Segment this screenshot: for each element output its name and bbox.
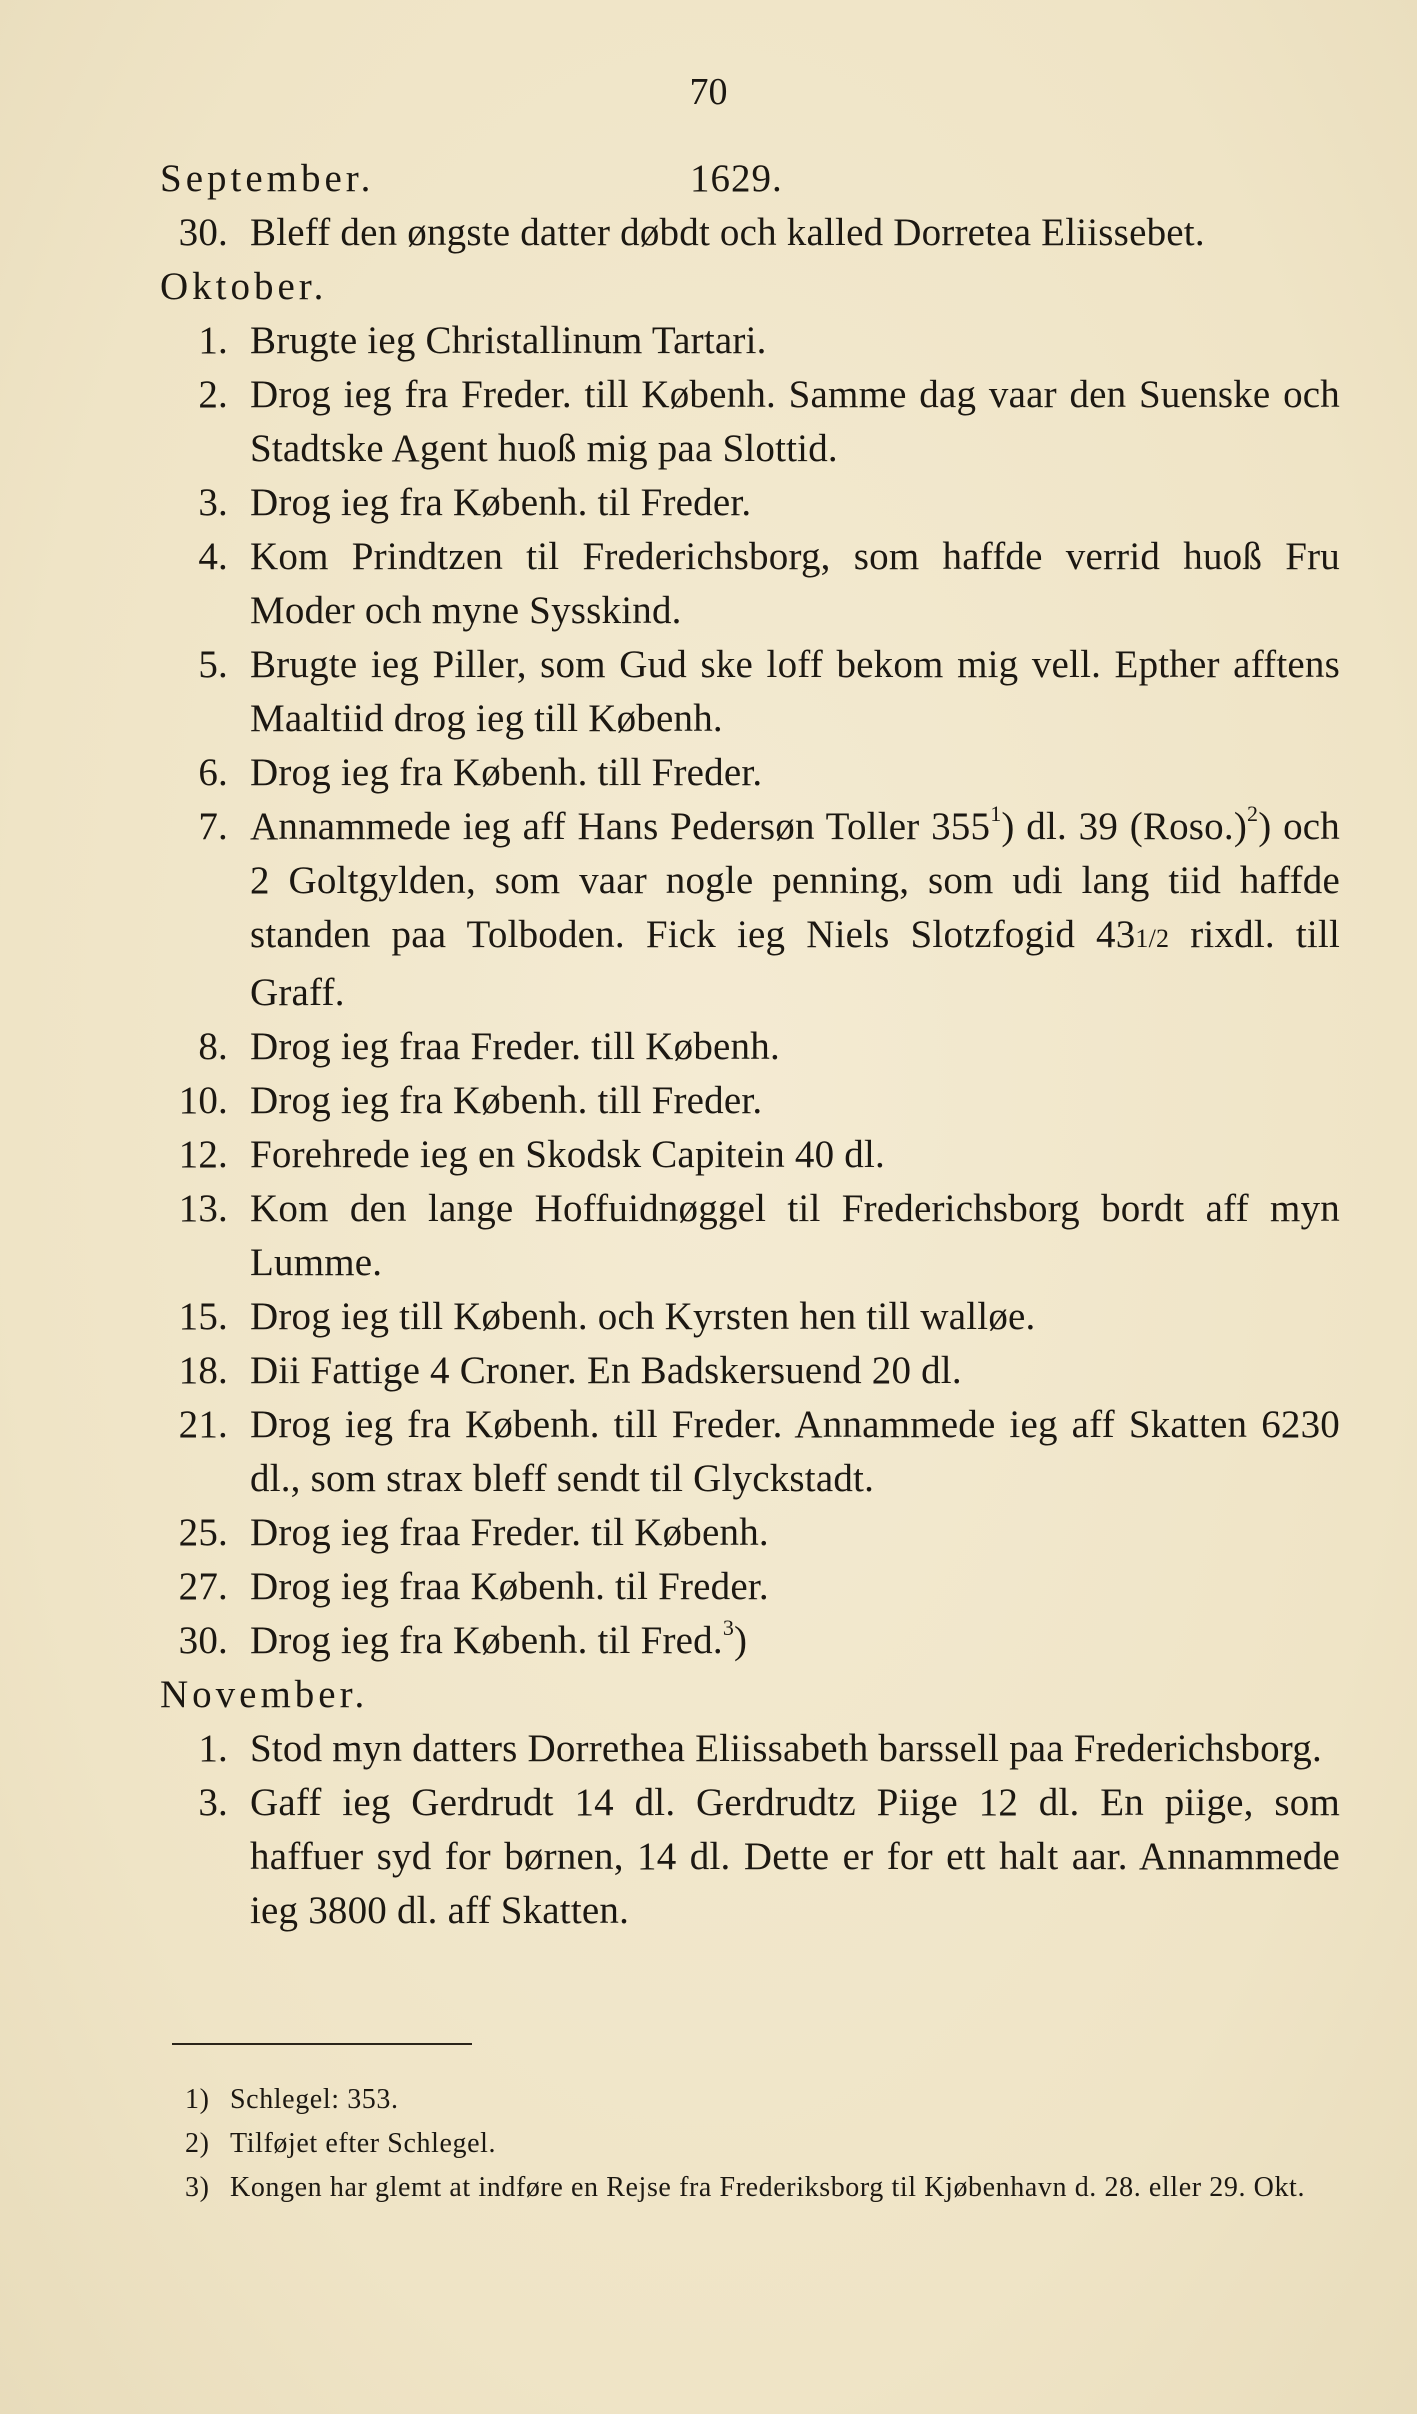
diary-entry bbox=[160, 1182, 1340, 1290]
footnote bbox=[185, 2078, 1335, 2122]
entry-day: 21. bbox=[178, 1403, 228, 1446]
footnote-marker: 1) bbox=[185, 2084, 210, 2115]
footnote-divider bbox=[172, 2043, 472, 2045]
entry-day: 8. bbox=[198, 1025, 228, 1068]
entry-text: Stod myn datters Dorrethea Eliissabeth barssell paa Frederichsborg. bbox=[250, 1727, 1322, 1770]
entry-day: 15. bbox=[178, 1295, 228, 1338]
diary-entry bbox=[160, 476, 1340, 530]
entry-text: Drog ieg fra Københ. till Freder. Annammede ieg aff Skatten 6230 dl., som strax bleff sendt til Glyckstadt. bbox=[250, 1403, 1340, 1500]
entry-text: Dii Fattige 4 Croner. En Badskersuend 20 dl. bbox=[250, 1349, 962, 1392]
entry-day: 5. bbox=[198, 643, 228, 686]
entry-text: Drog ieg fraa Freder. til Københ. bbox=[250, 1511, 769, 1554]
entry-text-part: ) bbox=[734, 1619, 748, 1662]
diary-entry bbox=[160, 368, 1340, 476]
entry-text-part: Annammede ieg aff Hans Pedersøn Toller 355 bbox=[250, 805, 991, 848]
entry-day: 10. bbox=[178, 1079, 228, 1122]
entry-day: 1. bbox=[198, 1727, 228, 1770]
diary-entry bbox=[160, 1722, 1340, 1776]
diary-entry bbox=[160, 1398, 1340, 1506]
footnote-marker: 2) bbox=[185, 2128, 210, 2159]
diary-entry bbox=[160, 1020, 1340, 1074]
footnote-ref-3: 3 bbox=[722, 1615, 735, 1640]
entry-text-part: rixdl. till Graff. bbox=[250, 913, 1340, 1014]
fraction-half: 1/2 bbox=[1135, 924, 1170, 953]
diary-entry bbox=[160, 1290, 1340, 1344]
entry-text bbox=[250, 1614, 1340, 1668]
diary-entry bbox=[160, 1128, 1340, 1182]
footnote-ref-2: 2 bbox=[1247, 801, 1259, 826]
entry-day: 18. bbox=[178, 1349, 228, 1392]
month-label: September. bbox=[160, 157, 375, 200]
entry-day: 30. bbox=[178, 1619, 228, 1662]
entry-day: 6. bbox=[198, 751, 228, 794]
diary-entry bbox=[160, 1614, 1340, 1668]
month-label: Oktober. bbox=[160, 265, 328, 308]
footnote bbox=[185, 2166, 1335, 2210]
entry-day: 30. bbox=[178, 211, 228, 254]
entry-text: Drog ieg fraa Københ. til Freder. bbox=[250, 1565, 769, 1608]
entry-text: Gaff ieg Gerdrudt 14 dl. Gerdrudtz Piige 12 dl. En piige, som haffuer syd for børnen, 14 dl. Dette er for ett halt aar. Annammede ieg 3800 dl. aff Skatten. bbox=[250, 1781, 1340, 1932]
diary-entry bbox=[160, 530, 1340, 638]
entry-text: Drog ieg fra Københ. til Freder. bbox=[250, 481, 752, 524]
diary-entry bbox=[160, 1776, 1340, 1938]
diary-entry bbox=[160, 638, 1340, 746]
footnote-ref-1: 1 bbox=[990, 801, 1002, 826]
entry-day: 1. bbox=[198, 319, 228, 362]
entry-day: 4. bbox=[198, 535, 228, 578]
entry-text: Drog ieg fra Københ. till Freder. bbox=[250, 1079, 763, 1122]
diary-entry bbox=[160, 1560, 1340, 1614]
footnote-text: Kongen har glemt at indføre en Rejse fra Frederiksborg til Kjøbenhavn d. 28. eller 29. Okt. bbox=[230, 2172, 1306, 2203]
footnotes bbox=[185, 2078, 1335, 2210]
diary-entry bbox=[160, 1506, 1340, 1560]
entry-day: 13. bbox=[178, 1187, 228, 1230]
month-heading-november bbox=[160, 1668, 1340, 1722]
diary-entry bbox=[160, 1074, 1340, 1128]
entry-text: Kom Prindtzen til Frederichsborg, som haffde verrid huoß Fru Moder och myne Sysskind. bbox=[250, 535, 1340, 632]
entry-day: 27. bbox=[178, 1565, 228, 1608]
entry-text: Drog ieg fra Københ. till Freder. bbox=[250, 751, 763, 794]
diary-entry bbox=[160, 800, 1340, 1020]
entry-text: Forehrede ieg en Skodsk Capitein 40 dl. bbox=[250, 1133, 885, 1176]
entry-day: 7. bbox=[198, 805, 228, 848]
entry-text: Drog ieg fraa Freder. till Københ. bbox=[250, 1025, 780, 1068]
entry-day: 12. bbox=[178, 1133, 228, 1176]
footnote-marker: 3) bbox=[185, 2172, 210, 2203]
entry-text-part: Drog ieg fra Københ. til Fred. bbox=[250, 1619, 723, 1662]
entry-text bbox=[250, 800, 1340, 1020]
entry-day: 25. bbox=[178, 1511, 228, 1554]
entry-text-part: ) dl. 39 (Roso.) bbox=[1001, 805, 1248, 848]
diary-entry bbox=[160, 206, 1340, 260]
year-label: 1629. bbox=[690, 157, 783, 200]
month-heading-september bbox=[160, 152, 1340, 206]
page-number: 70 bbox=[689, 71, 728, 113]
entry-day: 3. bbox=[198, 1781, 228, 1824]
entry-text: Kom den lange Hoffuidnøggel til Frederichsborg bordt aff myn Lumme. bbox=[250, 1187, 1340, 1284]
entry-text: Drog ieg till Københ. och Kyrsten hen till walløe. bbox=[250, 1295, 1036, 1338]
entry-day: 2. bbox=[198, 373, 228, 416]
diary-entry bbox=[160, 1344, 1340, 1398]
entry-text: Brugte ieg Christallinum Tartari. bbox=[250, 319, 767, 362]
footnote-text: Schlegel: 353. bbox=[230, 2084, 399, 2115]
month-heading-oktober bbox=[160, 260, 1340, 314]
entry-text-part: ) och 2 Goltgylden, som vaar nogle penning, som udi lang tiid haffde standen paa Tolboden. Fick ieg Niels Slotzfogid 43 bbox=[250, 805, 1340, 956]
entry-text: Brugte ieg Piller, som Gud ske loff bekom mig vell. Epther afftens Maaltiid drog ieg till Københ. bbox=[250, 643, 1340, 740]
entry-day: 3. bbox=[198, 481, 228, 524]
footnote-text: Tilføjet efter Schlegel. bbox=[230, 2128, 497, 2159]
diary-entry bbox=[160, 746, 1340, 800]
entry-text: Drog ieg fra Freder. till Københ. Samme dag vaar den Suenske och Stadtske Agent huoß mig paa Slottid. bbox=[250, 373, 1340, 470]
diary-text bbox=[160, 152, 1340, 1938]
footnote bbox=[185, 2122, 1335, 2166]
month-label: November. bbox=[160, 1673, 369, 1716]
diary-entry bbox=[160, 314, 1340, 368]
entry-text: Bleff den øngste datter døbdt och kalled Dorretea Eliissebet. bbox=[250, 211, 1205, 254]
